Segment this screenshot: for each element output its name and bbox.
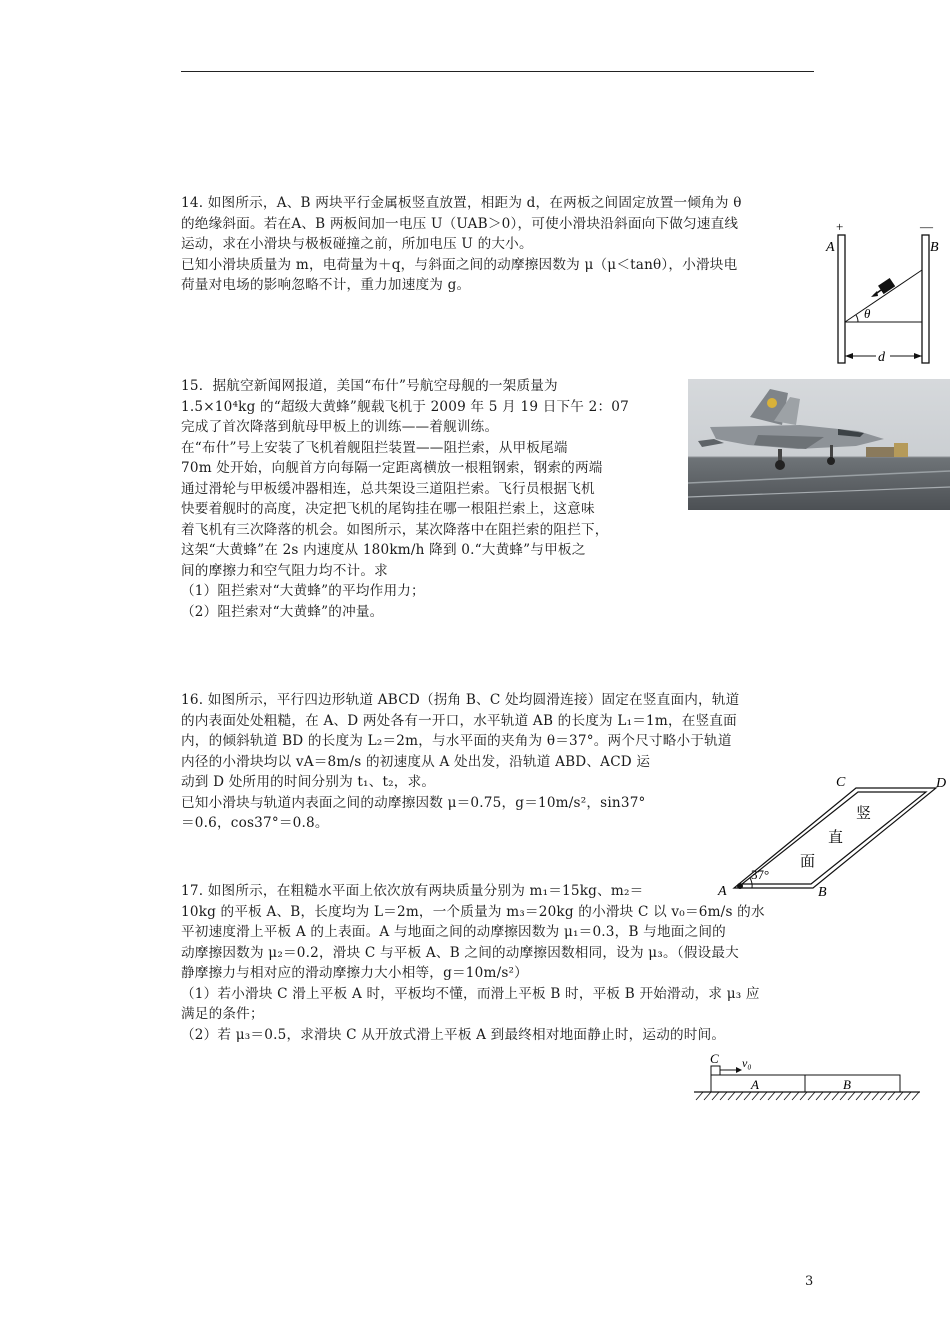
plate-a-label: A bbox=[826, 240, 835, 255]
q17-line: （1）若小滑块 C 滑上平板 A 时，平板均不懂，而滑上平板 B 时，平板 B 开始滑动，求 μ₃ 应 bbox=[181, 985, 760, 1002]
ground-hatching bbox=[696, 1092, 919, 1100]
q15-line: 快要着舰时的高度，决定把飞机的尾钩挂在哪一根阻拦索上，这意味 bbox=[181, 501, 595, 517]
plate-b bbox=[922, 235, 929, 363]
plane-label-1: 竖 bbox=[856, 806, 872, 822]
q15-line: 间的摩擦力和空气阻力均不计。求 bbox=[181, 562, 388, 579]
q14-plates-figure bbox=[822, 218, 950, 368]
q15-line: 通过滑轮与甲板缓冲器相连，总共架设三道阻拦索。飞行员根据飞机 bbox=[181, 480, 595, 497]
question-15 bbox=[181, 376, 681, 622]
plane-label-3: 面 bbox=[800, 854, 816, 870]
slider-block bbox=[878, 278, 895, 294]
question-17 bbox=[181, 881, 816, 1045]
velocity-label: v₀ bbox=[742, 1056, 752, 1070]
question-14 bbox=[181, 193, 816, 296]
vertex-c-label: C bbox=[836, 775, 846, 790]
q16-line: ＝0.6，cos37°＝0.8。 bbox=[181, 815, 329, 831]
q15-line: 15．据航空新闻网报道，美国“布什”号航空母舰的一架质量为 bbox=[181, 378, 558, 394]
q16-line: 已知小滑块与轨道内表面之间的动摩擦因数 μ＝0.75，g＝10m/s²，sin37° bbox=[181, 794, 646, 811]
q17-line: 17. 如图所示，在粗糙水平面上依次放有两块质量分别为 m₁＝15kg、m₂＝ bbox=[181, 883, 644, 899]
q14-line: 14. 如图所示，A、B 两块平行金属板竖直放置，相距为 d，在两板之间固定放置一倾角为 θ bbox=[181, 195, 742, 211]
plank-b-label: B bbox=[843, 1077, 851, 1092]
jet-landing-photo bbox=[688, 379, 950, 510]
q16-line: 动到 D 处所用的时间分别为 t₁、t₂，求。 bbox=[181, 774, 436, 790]
distance-arrow-right bbox=[914, 353, 922, 359]
plus-sign: + bbox=[836, 219, 844, 234]
q15-line: 完成了首次降落到航母甲板上的训练——着舰训练。 bbox=[181, 419, 499, 435]
q16-line: 内径的小滑块均以 vA＝8m/s 的初速度从 A 处出发，沿轨道 ABD、ACD 运 bbox=[181, 753, 651, 770]
q14-line: 运动，求在小滑块与极板碰撞之前，所加电压 U 的大小。 bbox=[181, 236, 533, 252]
vertex-d-label: D bbox=[936, 776, 947, 791]
q17-line: 静摩擦力与相对应的滑动摩擦力大小相等，g＝10m/s²） bbox=[181, 965, 528, 981]
incline-surface bbox=[845, 270, 922, 322]
q16-line: 的内表面处处粗糙，在 A、D 两处各有一开口，水平轨道 AB 的长度为 L₁＝1m，在竖直面 bbox=[181, 712, 737, 729]
q14-line: 已知小滑块质量为 m，电荷量为＋q，与斜面之间的动摩擦因数为 μ（μ＜tanθ），小滑块电 bbox=[181, 256, 738, 273]
q15-line: 在“布什”号上安装了飞机着舰阻拦装置——阻拦索，从甲板尾端 bbox=[181, 439, 568, 456]
angle-label: 37° bbox=[751, 867, 770, 882]
q15-line: 这架“大黄蜂”在 2s 内速度从 180km/h 降到 0.“大黄蜂”与甲板之 bbox=[181, 542, 586, 558]
page-number: 3 bbox=[805, 1274, 814, 1289]
q16-line: 内，的倾斜轨道 BD 的长度为 L₂＝2m，与水平面的夹角为 θ＝37°。两个尺寸略小于轨道 bbox=[181, 733, 732, 749]
q17-line: 10kg 的平板 A、B，长度均为 L＝2m，一个质量为 m₃＝20kg 的小滑块 C 以 v₀＝6m/s 的水 bbox=[181, 903, 765, 920]
q15-line: （2）阻拦索对“大黄蜂”的冲量。 bbox=[181, 603, 384, 620]
q14-line: 荷量对电场的影响忽略不计，重力加速度为 g。 bbox=[181, 277, 471, 293]
plate-a bbox=[838, 235, 845, 363]
q15-line: 着飞机有三次降落的机会。如图所示，某次降落中在阻拦索的阻拦下， bbox=[181, 521, 609, 538]
q17-line: 动摩擦因数为 μ₂＝0.2，滑块 C 与平板 A、B 之间的动摩擦因数相同，设为 μ₃。（假设最大 bbox=[181, 944, 739, 961]
distance-arrow-left bbox=[845, 353, 853, 359]
q17-planks-figure bbox=[692, 1050, 924, 1110]
block-c bbox=[711, 1066, 720, 1075]
velocity-arrowhead bbox=[871, 291, 878, 297]
q17-line: （2）若 μ₃＝0.5，求滑块 C 从开放式滑上平板 A 到最终相对地面静止时，运动的时间。 bbox=[181, 1026, 726, 1043]
block-c-label: C bbox=[710, 1051, 719, 1066]
vertex-a-label: A bbox=[718, 884, 727, 899]
q14-line: 的绝缘斜面。若在A、B 两板间加一电压 U（UAB＞0），可使小滑块沿斜面向下做匀速直线 bbox=[181, 215, 739, 232]
q15-line: 1.5×10⁴kg 的“超级大黄蜂”舰载飞机于 2009 年 5 月 19 日下午 2：07 bbox=[181, 398, 629, 415]
q17-line: 平初速度滑上平板 A 的上表面。A 与地面之间的动摩擦因数为 μ₁＝0.3，B 与地面之间的 bbox=[181, 924, 726, 940]
distance-label: d bbox=[878, 350, 885, 365]
q17-line: 满足的条件； bbox=[181, 1006, 264, 1022]
plane-label-2: 直 bbox=[828, 830, 844, 846]
angle-arc bbox=[856, 315, 858, 322]
header-rule bbox=[181, 71, 814, 72]
plank-b bbox=[805, 1075, 900, 1092]
plank-a-label: A bbox=[751, 1077, 759, 1092]
minus-sign: — bbox=[920, 219, 933, 234]
q15-line: （1）阻拦索对“大黄蜂”的平均作用力； bbox=[181, 583, 425, 599]
plate-b-label: B bbox=[930, 240, 939, 255]
vertex-b-label: B bbox=[818, 885, 827, 900]
q15-line: 70m 处开始，向舰首方向每隔一定距离横放一根粗钢索，钢索的两端 bbox=[181, 460, 603, 476]
angle-label: θ bbox=[864, 306, 871, 321]
q16-line: 16. 如图所示，平行四边形轨道 ABCD（拐角 B、C 处均圆滑连接）固定在竖直面内，轨道 bbox=[181, 692, 740, 708]
